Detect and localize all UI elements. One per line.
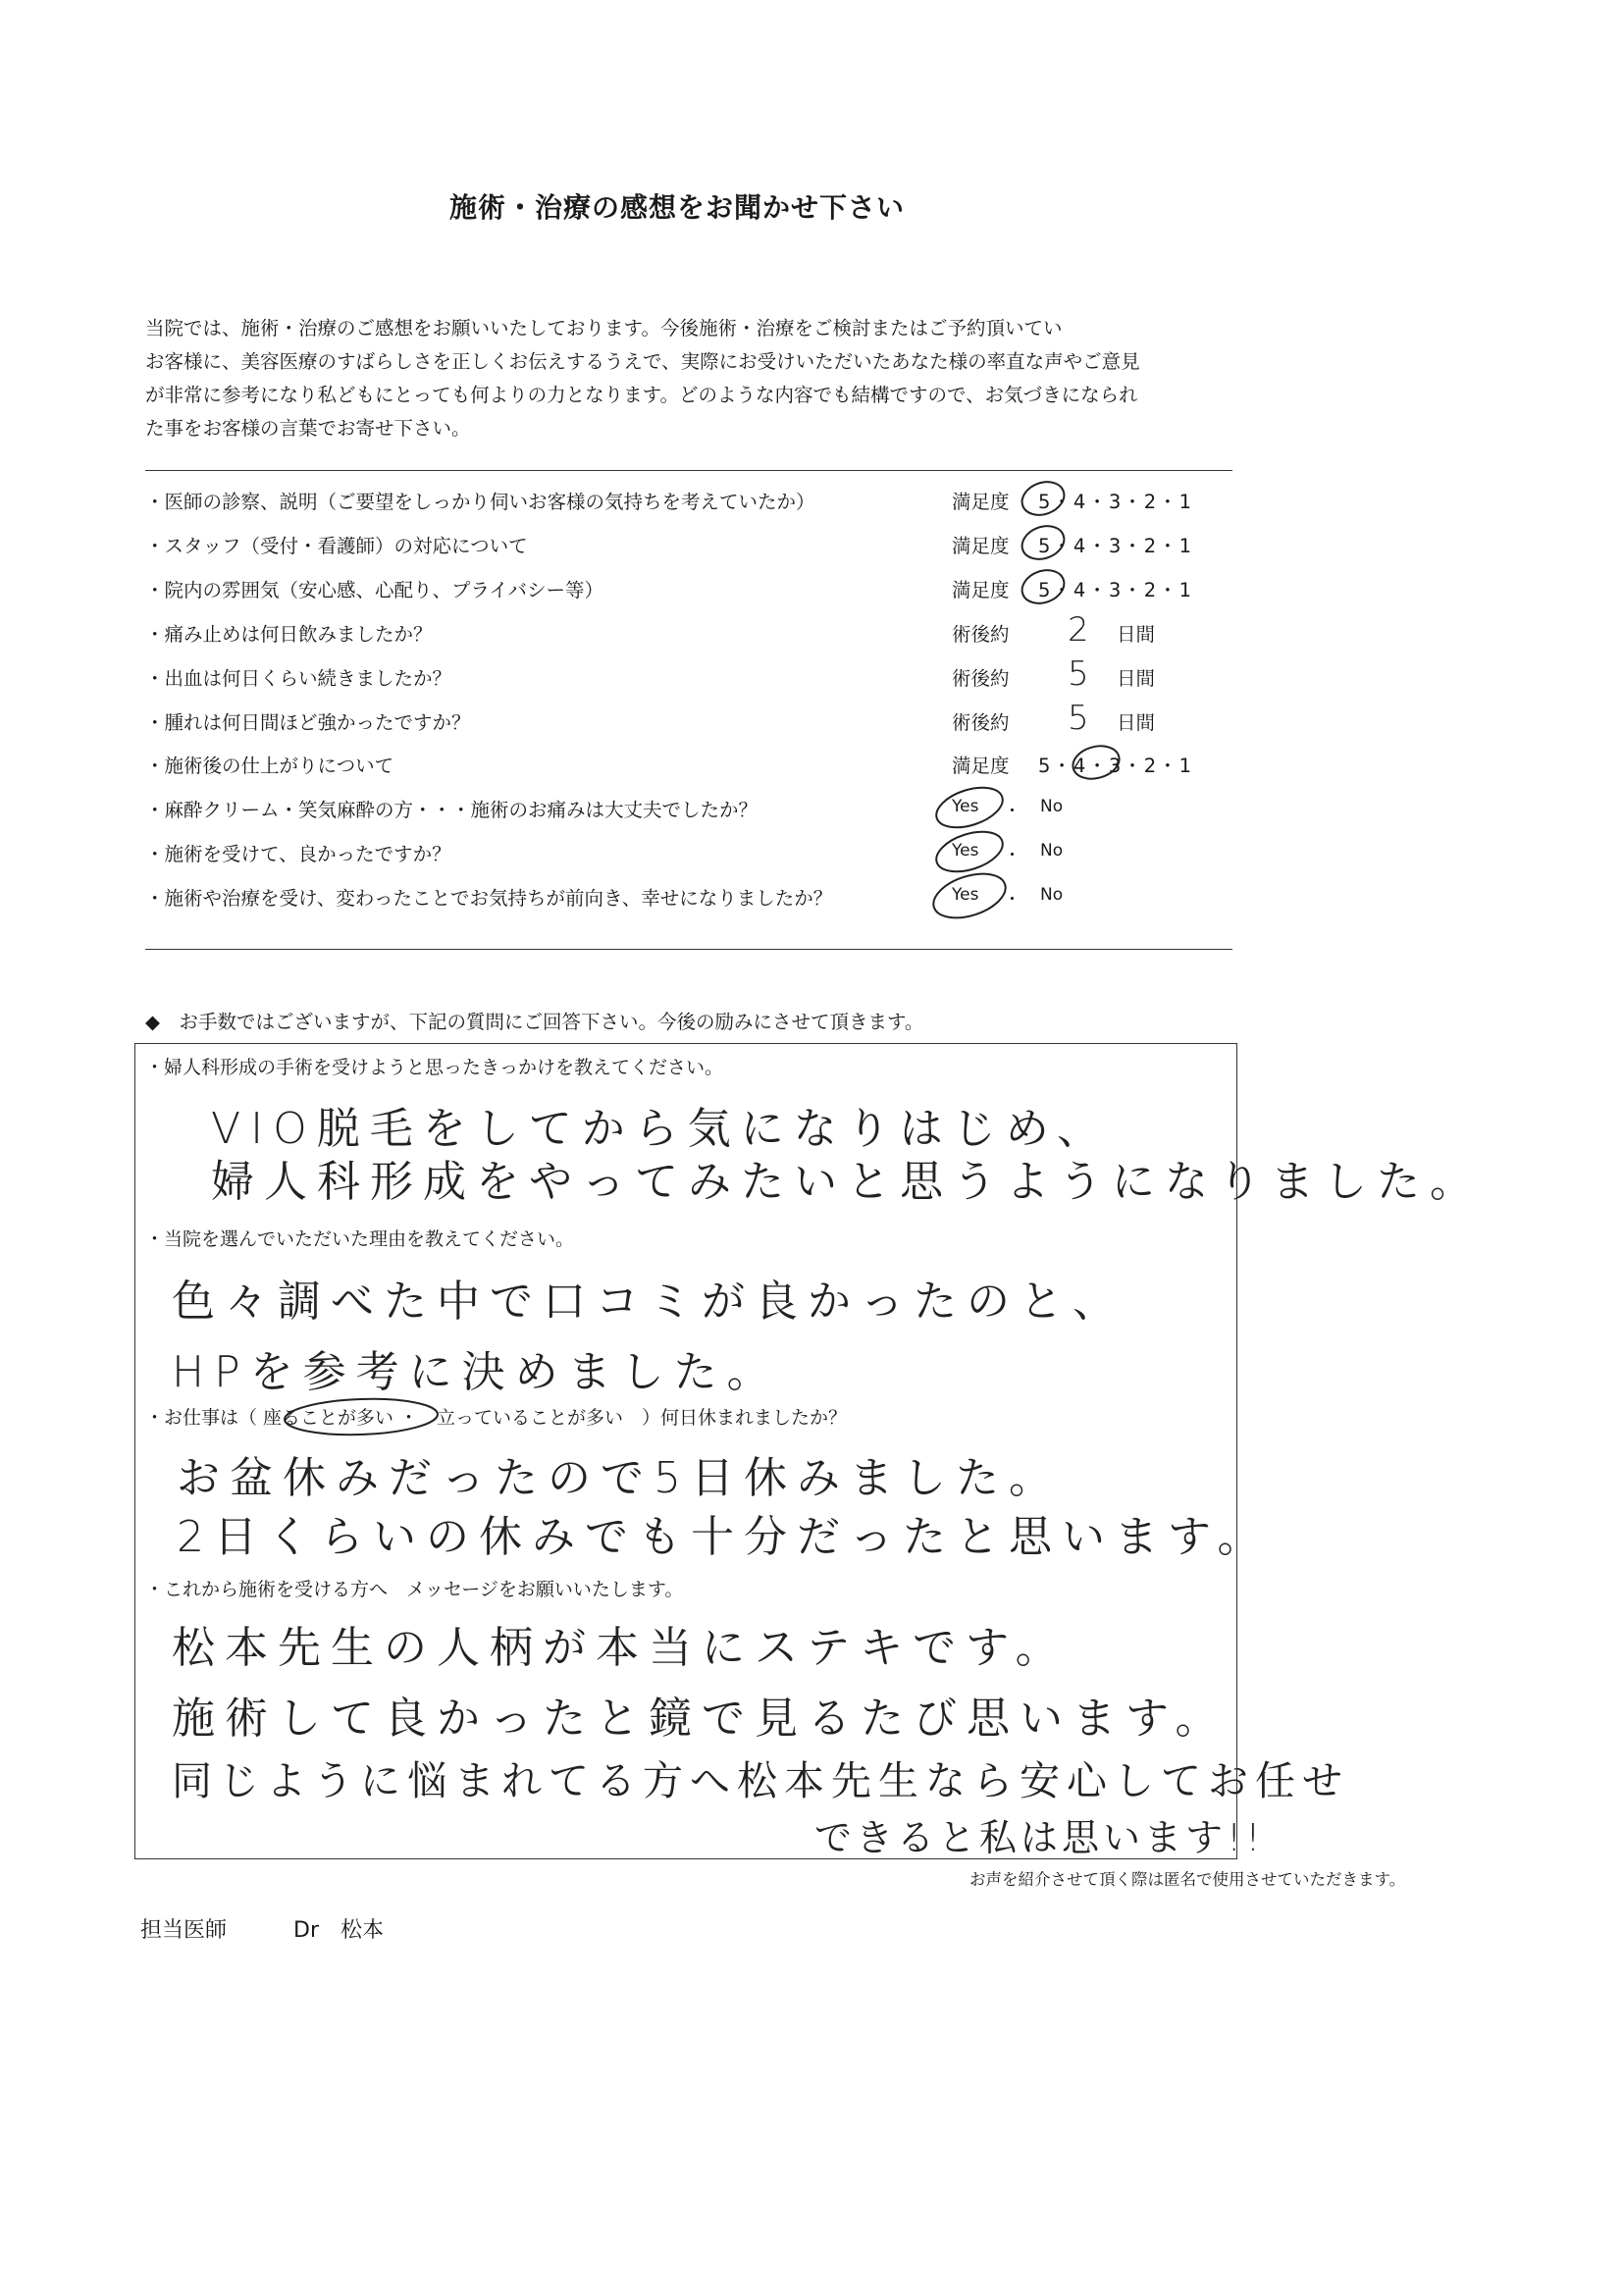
days-answer[interactable]: 5 xyxy=(1068,654,1089,694)
q4-answer-line[interactable]: 施術して良かったと鏡で見るたび思います。 xyxy=(172,1694,1229,1744)
yes-option[interactable]: Yes xyxy=(952,797,979,816)
q3-option-sitting[interactable]: 座ることが多い xyxy=(263,1407,394,1429)
q3-answer-line[interactable]: お盆休みだったので5日休みました。 xyxy=(177,1453,1062,1503)
survey-question: ・麻酔クリーム・笑気麻酔の方・・・施術のお痛みは大丈夫でしたか？ xyxy=(145,799,759,821)
survey-question: ・施術後の仕上がりについて xyxy=(145,755,394,777)
survey-question: ・医師の診察、説明（ご要望をしっかり伺いお客様の気持ちを考えていたか） xyxy=(145,491,815,513)
yes-option[interactable]: Yes xyxy=(952,885,979,905)
survey-question: ・出血は何日くらい続きましたか？ xyxy=(145,667,452,690)
doctor-name: Dr 松本 xyxy=(293,1918,385,1943)
no-option[interactable]: No xyxy=(1040,797,1064,816)
days-label: 術後約 xyxy=(952,623,1010,646)
days-answer[interactable]: 2 xyxy=(1068,610,1089,650)
survey-question: ・施術や治療を受け、変わったことでお気持ちが前向き、幸せになりましたか？ xyxy=(145,887,833,910)
intro-paragraph xyxy=(145,312,1234,445)
rating-label: 満足度 xyxy=(952,579,1010,601)
q3-answer-line[interactable]: 2日くらいの休みでも十分だったと思います。 xyxy=(177,1512,1271,1562)
q3-label-rest: ・ 立っていることが多い ）何日休まれましたか？ xyxy=(399,1407,848,1429)
q4-answer-line[interactable]: できると私は思います!! xyxy=(814,1816,1265,1859)
q4-answer-line[interactable]: 同じように悩まれてる方へ松本先生なら安心してお任せ xyxy=(172,1757,1349,1804)
no-option[interactable]: No xyxy=(1040,841,1064,861)
q3-label xyxy=(145,1403,847,1430)
rating-options[interactable]: 5・4・3・2・1 xyxy=(1038,755,1194,777)
rating-options[interactable]: 5・4・3・2・1 xyxy=(1038,579,1194,601)
doctor-label: 担当医師 xyxy=(140,1918,228,1943)
survey-question: ・スタッフ（受付・看護師）の対応について xyxy=(145,535,528,557)
divider-bottom xyxy=(145,949,1232,950)
intro-line: 当院では、施術・治療のご感想をお願いいたしております。今後施術・治療をご検討またはご予約頂いてい xyxy=(145,317,1063,339)
doctor-line xyxy=(140,1913,384,1944)
separator-dot: ・ xyxy=(1004,890,1021,910)
intro-line: が非常に参考になり私どもにとっても何よりの力となります。どのような内容でも結構ですので、お気づきになられ xyxy=(145,384,1138,406)
divider-top xyxy=(145,470,1232,471)
survey-question: ・院内の雰囲気（安心感、心配り、プライバシー等） xyxy=(145,579,604,601)
q2-answer-line[interactable]: HPを参考に決めました。 xyxy=(172,1347,780,1397)
q2-answer-line[interactable]: 色々調べた中で口コミが良かったのと、 xyxy=(172,1277,1126,1327)
rating-label: 満足度 xyxy=(952,535,1010,557)
intro-line: た事をお客様の言葉でお寄せ下さい。 xyxy=(145,417,471,440)
followup-intro: ◆ お手数ではございますが、下記の質問にご回答下さい。今後の励みにさせて頂きます。 xyxy=(145,1011,924,1033)
separator-dot: ・ xyxy=(1004,846,1021,865)
rating-options[interactable]: 5・4・3・2・1 xyxy=(1038,491,1194,513)
days-answer[interactable]: 5 xyxy=(1068,699,1089,738)
q2-label: ・当院を選んでいただいた理由を教えてください。 xyxy=(145,1228,575,1250)
days-unit: 日間 xyxy=(1117,623,1156,646)
survey-question: ・痛み止めは何日飲みましたか？ xyxy=(145,623,433,646)
privacy-footnote: お声を紹介させて頂く際は匿名で使用させていただきます。 xyxy=(969,1870,1406,1889)
days-unit: 日間 xyxy=(1117,667,1156,690)
q1-answer-line[interactable]: VIO脱毛をしてから気になりはじめ、 xyxy=(211,1104,1110,1154)
days-unit: 日間 xyxy=(1117,711,1156,734)
yes-option[interactable]: Yes xyxy=(952,841,979,861)
survey-question: ・施術を受けて、良かったですか？ xyxy=(145,843,451,865)
rating-options[interactable]: 5・4・3・2・1 xyxy=(1038,535,1194,557)
q4-label: ・これから施術を受ける方へ メッセージをお願いいたします。 xyxy=(145,1579,684,1600)
q3-label-prefix: ・お仕事は（ xyxy=(145,1407,258,1429)
no-option[interactable]: No xyxy=(1040,885,1064,905)
rating-label: 満足度 xyxy=(952,755,1010,777)
form-title: 施術・治療の感想をお聞かせ下さい xyxy=(448,191,905,224)
q4-answer-line[interactable]: 松本先生の人柄が本当にステキです。 xyxy=(172,1623,1069,1673)
intro-line: お客様に、美容医療のすばらしさを正しくお伝えするうえで、実際にお受けいただいたあなた様の率直な声やご意見 xyxy=(145,350,1140,373)
days-label: 術後約 xyxy=(952,667,1010,690)
rating-label: 満足度 xyxy=(952,491,1010,513)
q1-label: ・婦人科形成の手術を受けようと思ったきっかけを教えてください。 xyxy=(145,1057,724,1078)
days-label: 術後約 xyxy=(952,711,1010,734)
survey-question: ・腫れは何日間ほど強かったですか？ xyxy=(145,711,471,734)
separator-dot: ・ xyxy=(1004,802,1021,821)
q1-answer-line[interactable]: 婦人科形成をやってみたいと思うようになりました。 xyxy=(211,1157,1483,1207)
